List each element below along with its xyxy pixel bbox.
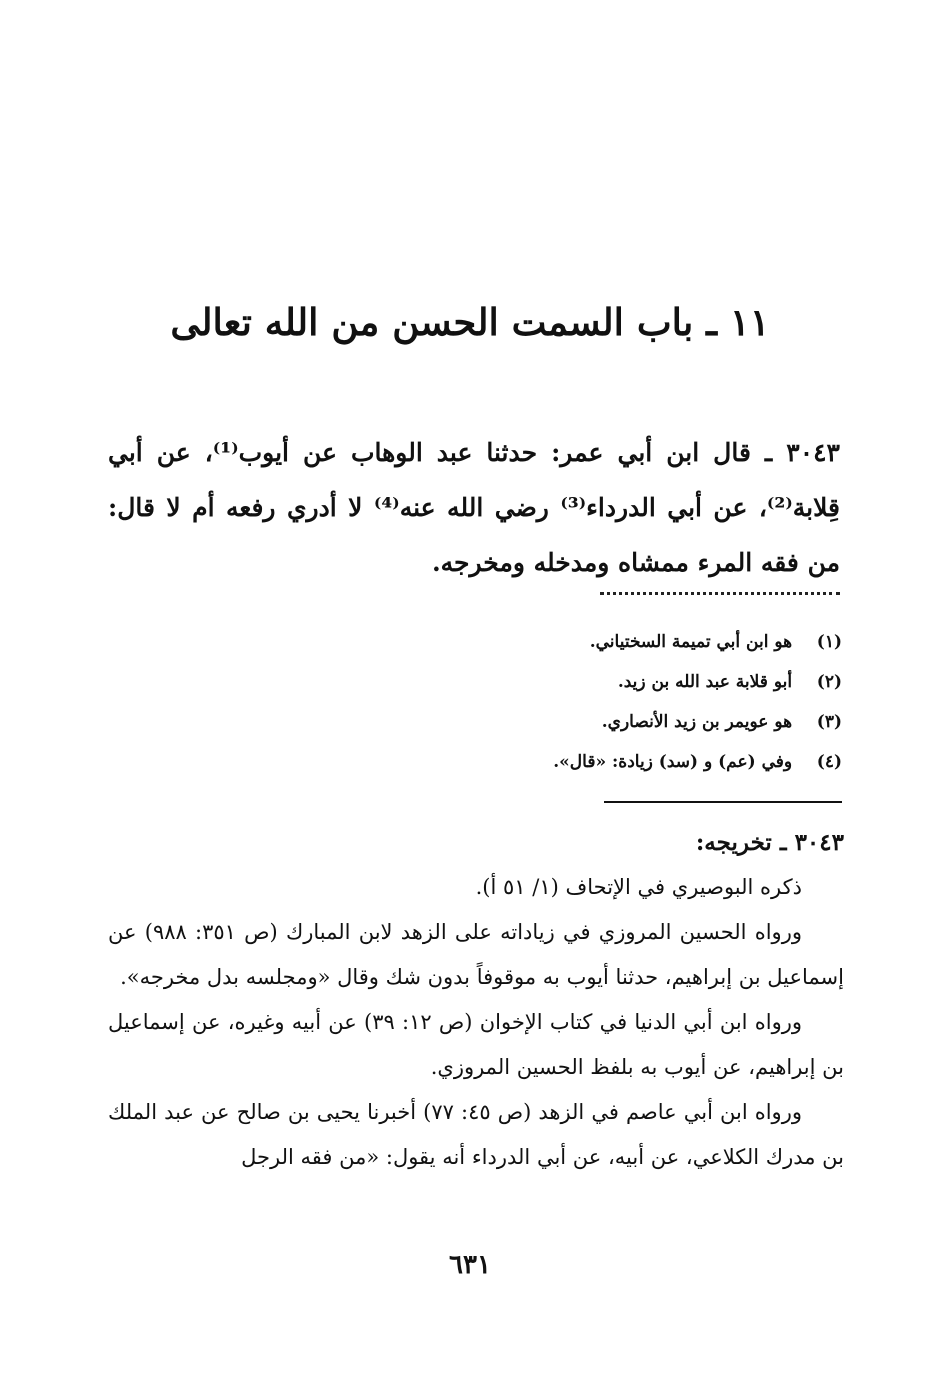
footnote-text: هو ابن أبي تميمة السختياني. xyxy=(589,632,793,652)
footnote-text: وفي (عم) و (سد) زيادة: «قال». xyxy=(553,752,793,772)
takhrij-section xyxy=(108,820,844,1180)
takhrij-paragraph: ورواه ابن أبي الدنيا في كتاب الإخوان (ص ١٢: ٣٩) عن أبيه وغيره، عن إسماعيل بن إبراهيم، عن أيوب به بلفظ الحسين المروزي. xyxy=(108,1010,844,1079)
footnote-number: (٢) xyxy=(816,672,842,692)
footnote-number: (٤) xyxy=(816,752,842,772)
footnote-item xyxy=(380,622,842,662)
footnote-number: (٣) xyxy=(816,712,842,732)
takhrij-paragraph: ذكره البوصيري في الإتحاف (١/ ٥١ أ). xyxy=(475,875,802,899)
footnote-text: أبو قلابة عبد الله بن زيد. xyxy=(617,672,793,692)
section-rule xyxy=(604,801,842,803)
footnote-number: (١) xyxy=(816,632,842,652)
footnote-item xyxy=(380,662,842,702)
takhrij-paragraph: ورواه ابن أبي عاصم في الزهد (ص ٤٥: ٧٧) أخبرنا يحيى بن صالح عن عبد الملك بن مدرك الكلاعي، عن أبيه، عن أبي الدرداء أنه يقول: «من فقه الرجل xyxy=(108,1100,844,1169)
footnote-item xyxy=(380,702,842,742)
takhrij-heading: ٣٠٤٣ ـ تخريجه: xyxy=(695,829,844,856)
footnote-text: هو عويمر بن زيد الأنصاري. xyxy=(601,712,793,732)
footnote-separator xyxy=(600,592,840,595)
footnotes-list xyxy=(380,622,842,782)
hadith-paragraph: ٣٠٤٣ ـ قال ابن أبي عمر: حدثنا عبد الوهاب عن أيوب⁽¹⁾، عن أبي قِلابة⁽²⁾، عن أبي الدرداء⁽³⁾ رضي الله عنه⁽⁴⁾ لا أدري رفعه أم لا قال: من فقه المرء ممشاه ومدخله ومخرجه. xyxy=(108,438,840,577)
takhrij-paragraph: ورواه الحسين المروزي في زياداته على الزهد لابن المبارك (ص ٣٥١: ٩٨٨) عن إسماعيل بن إبراهيم، حدثنا أيوب به موقوفاً بدون شك وقال «ومجلسه بدل مخرجه». xyxy=(108,920,844,989)
hadith-text xyxy=(108,425,840,590)
chapter-title: ١١ ـ باب السمت الحسن من الله تعالى xyxy=(170,300,770,344)
page-number: ٦٣١ xyxy=(449,1250,491,1280)
footnote-item xyxy=(380,742,842,782)
